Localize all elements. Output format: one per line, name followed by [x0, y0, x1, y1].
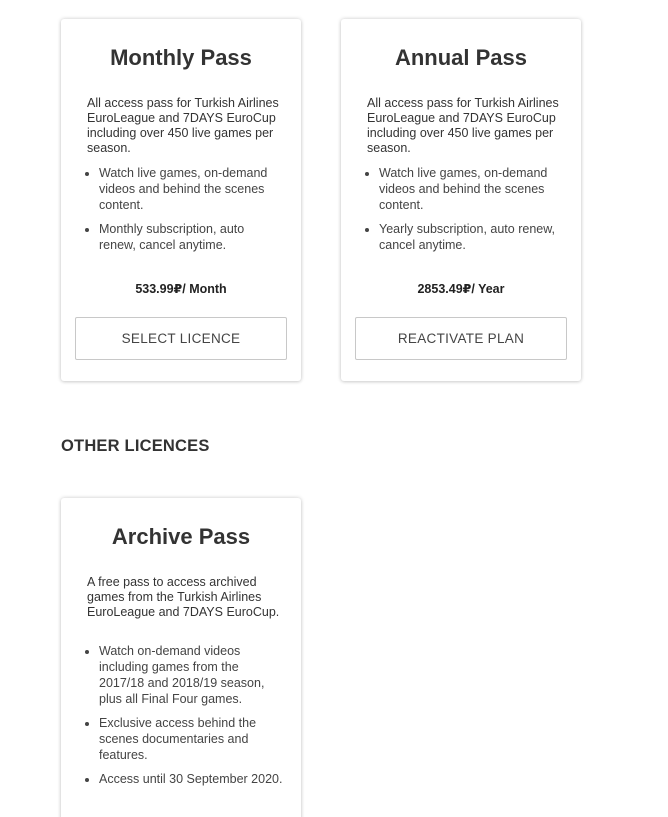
- plan-title: Annual Pass: [394, 45, 528, 70]
- plan-features-list: [367, 165, 563, 261]
- plan-feature-item: • Exclusive access behind the scenes documentaries and features.: [99, 715, 283, 763]
- plan-features-list: [87, 643, 283, 795]
- plan-card-monthly-pass: [61, 19, 301, 381]
- plan-card-annual-pass: [341, 19, 581, 381]
- plan-price: 533.99₽/ Month: [135, 282, 227, 296]
- plan-features-list: [87, 165, 283, 261]
- plan-feature-item: • Watch live games, on-demand videos and behind the scenes content.: [379, 165, 563, 213]
- plan-description: All access pass for Turkish Airlines EuroLeague and 7DAYS EuroCup including over 450 live games per season.: [87, 96, 279, 155]
- plan-card-archive-pass: [61, 498, 301, 817]
- plan-description: All access pass for Turkish Airlines EuroLeague and 7DAYS EuroCup including over 450 live games per season.: [367, 96, 559, 155]
- plan-price: 2853.49₽/ Year: [417, 282, 505, 296]
- plan-feature-item: • Access until 30 September 2020.: [99, 771, 283, 787]
- plan-feature-item: • Monthly subscription, auto renew, cancel anytime.: [99, 221, 283, 253]
- plan-feature-item: • Watch live games, on-demand videos and behind the scenes content.: [99, 165, 283, 213]
- plan-title: Archive Pass: [111, 524, 251, 549]
- plan-description: A free pass to access archived games from the Turkish Airlines EuroLeague and 7DAYS EuroCup.: [87, 575, 280, 619]
- other-licences-heading: OTHER LICENCES: [61, 437, 210, 455]
- plan-feature-item: • Watch on-demand videos including games from the 2017/18 and 2018/19 season, plus all Final Four games.: [99, 643, 283, 707]
- select-licence-button[interactable]: SELECT LICENCE: [75, 317, 287, 360]
- plan-title: Monthly Pass: [110, 45, 252, 70]
- plan-feature-item: • Yearly subscription, auto renew, cancel anytime.: [379, 221, 563, 253]
- reactivate-plan-button[interactable]: REACTIVATE PLAN: [355, 317, 567, 360]
